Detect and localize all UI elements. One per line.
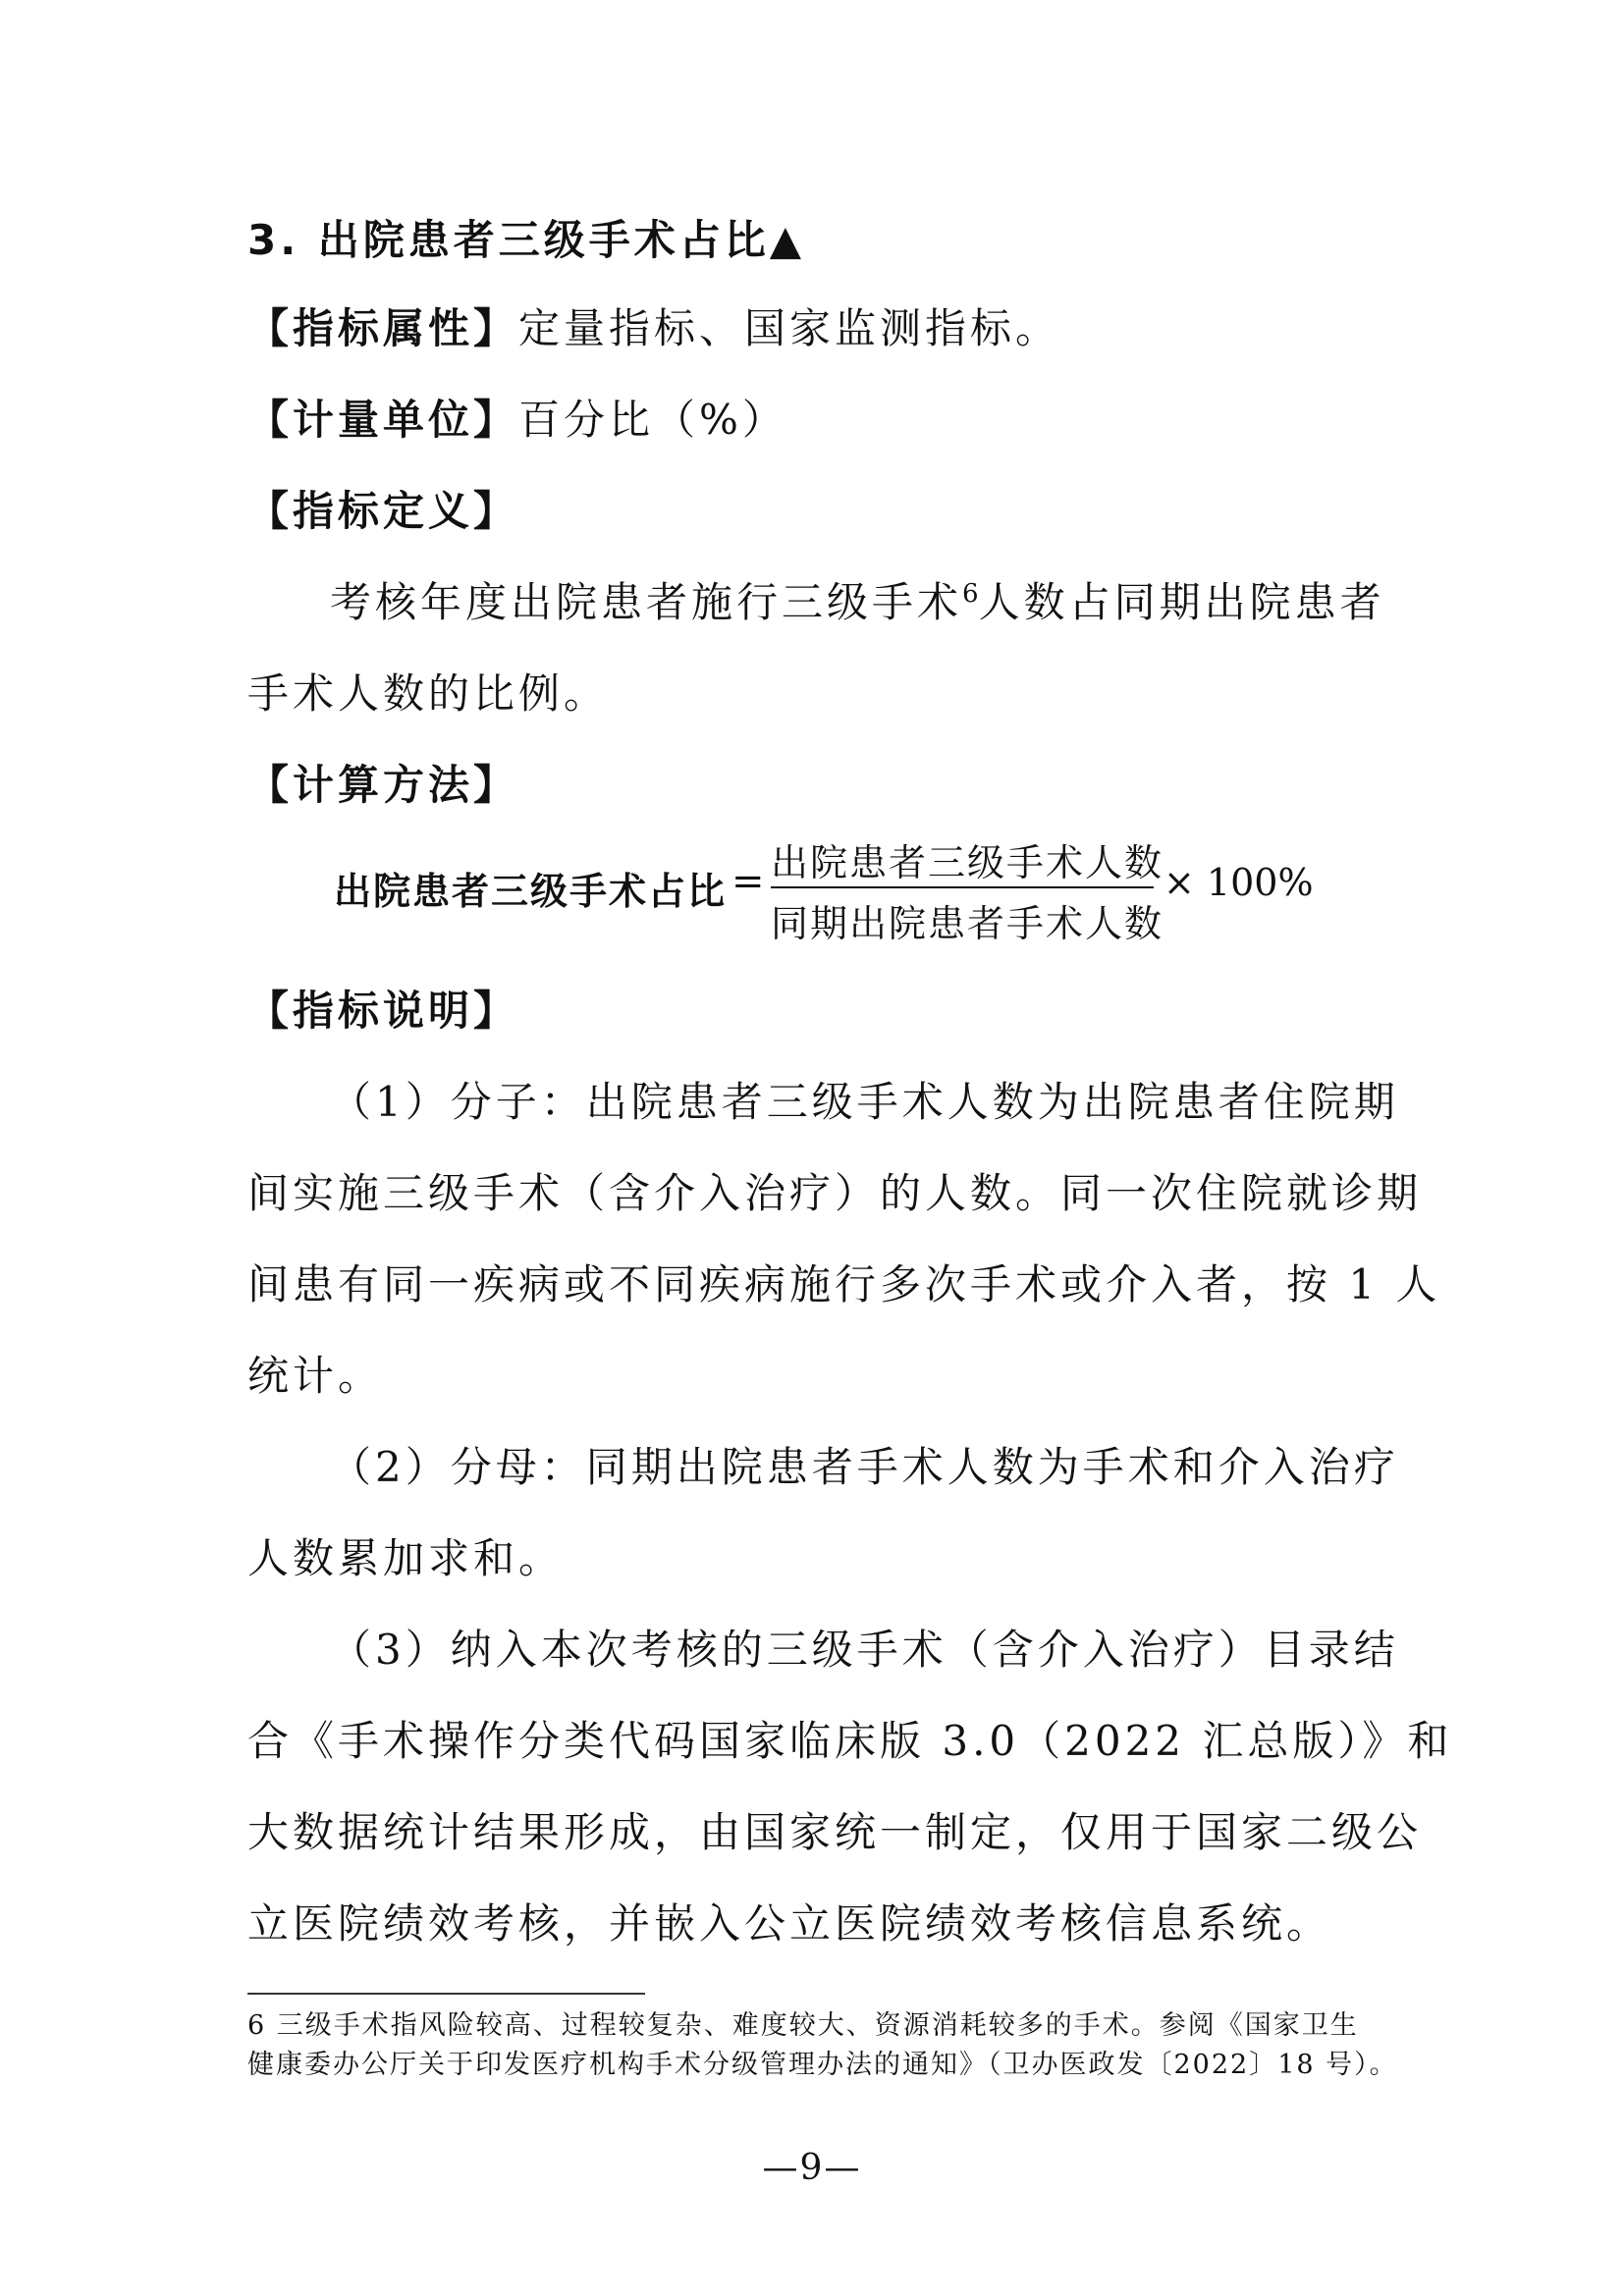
section-title: 3. 出院患者三级手术占比▲ — [247, 216, 806, 264]
formula — [334, 825, 1316, 952]
definition-label: 【指标定义】 — [247, 487, 519, 535]
unit-label: 【计量单位】 — [247, 396, 519, 444]
notes-p1-line: 间实施三级手术（含介入治疗）的人数。同一次住院就诊期 — [247, 1169, 1423, 1217]
attr-row — [247, 299, 1386, 358]
definition-text-b: 人数占同期出院患者 — [978, 578, 1385, 626]
notes-p2-line: 人数累加求和。 — [247, 1534, 565, 1582]
footnote-line-1: 6 三级手术指风险较高、过程较复杂、难度较大、资源消耗较多的手术。参阅《国家卫生 — [247, 2010, 1359, 2041]
notes-p1-line: 统计。 — [247, 1352, 384, 1400]
footnote-line-2: 健康委办公厅关于印发医疗机构手术分级管理办法的通知》（卫办医政发〔2022〕18 号）。 — [247, 2050, 1398, 2080]
formula-multiplier: × 100% — [1164, 861, 1314, 904]
formula-equals: = — [731, 859, 765, 904]
notes-label: 【指标说明】 — [247, 987, 519, 1035]
unit-row — [247, 391, 1386, 450]
notes-p3-line: 立医院绩效考核，并嵌入公立医院绩效考核信息系统。 — [247, 1899, 1332, 1948]
formula-numerator: 出院患者三级手术人数 — [771, 841, 1164, 884]
footnote-divider — [247, 1993, 645, 1995]
notes-p1-line: 间患有同一疾病或不同疾病施行多次手术或介入者，按 1 人 — [247, 1260, 1441, 1308]
formula-denominator: 同期出院患者手术人数 — [771, 902, 1164, 945]
calc-label: 【计算方法】 — [247, 761, 519, 809]
unit-value: 百分比（%） — [518, 396, 787, 444]
notes-p1-line: （1）分子：出院患者三级手术人数为出院患者住院期 — [330, 1078, 1399, 1126]
formula-lhs: 出院患者三级手术占比 — [334, 870, 728, 913]
fraction-bar — [771, 886, 1154, 888]
notes-p3-line: 合《手术操作分类代码国家临床版 3.0（2022 汇总版）》和 — [247, 1717, 1453, 1765]
notes-p2-line: （2）分母：同期出院患者手术人数为手术和介入治疗 — [330, 1443, 1399, 1491]
notes-p3-line: （3）纳入本次考核的三级手术（含介入治疗）目录结 — [330, 1626, 1399, 1674]
definition-text-a: 考核年度出院患者施行三级手术 — [330, 578, 963, 626]
definition-line-2: 手术人数的比例。 — [247, 669, 610, 718]
page-number: —9— — [762, 2148, 862, 2188]
attr-value: 定量指标、国家监测指标。 — [518, 304, 1061, 352]
footnote-ref: 6 — [962, 579, 979, 609]
notes-p3-line: 大数据统计结果形成，由国家统一制定，仅用于国家二级公 — [247, 1808, 1423, 1856]
attr-label: 【指标属性】 — [247, 304, 519, 352]
definition-line-1 — [330, 573, 1386, 632]
